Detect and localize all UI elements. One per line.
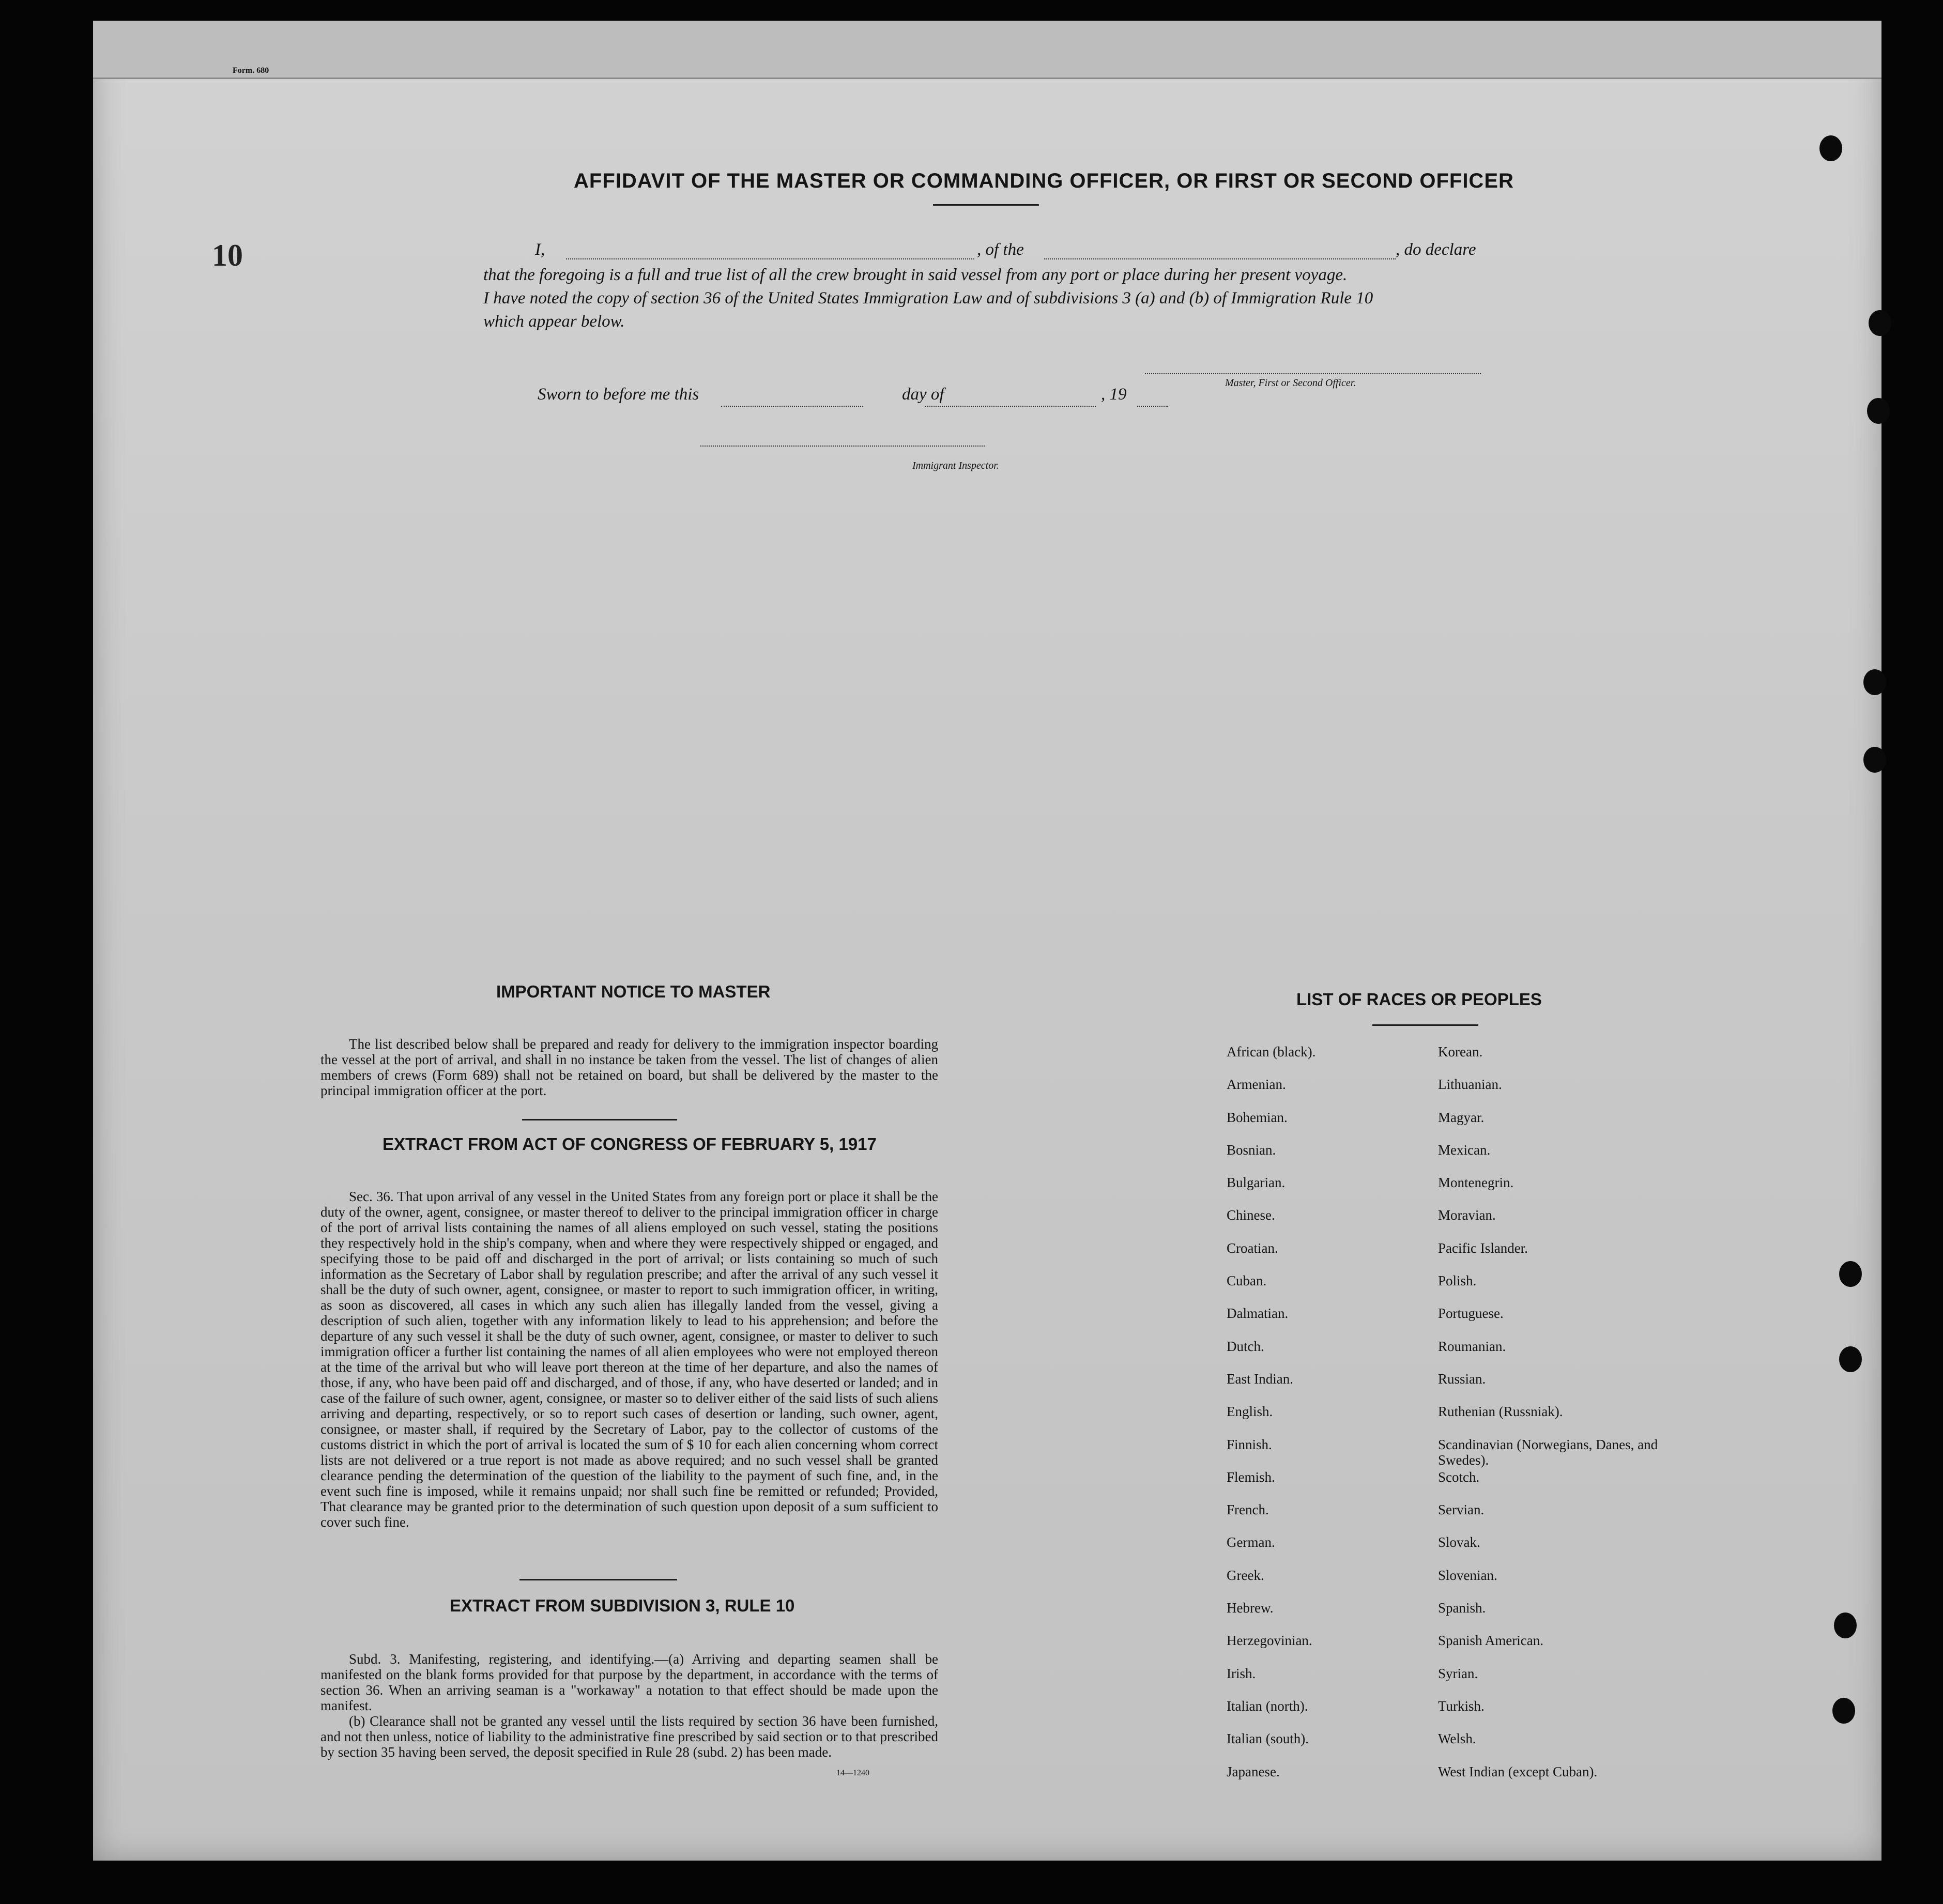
binder-hole [1863,747,1886,773]
race-item: Syrian. [1438,1665,1478,1681]
race-item: Roumanian. [1438,1338,1506,1354]
binder-hole [1839,1261,1862,1287]
sworn-text: Sworn to before me this [538,385,699,404]
races-right-column [1438,1044,1681,1796]
bottom-print-code: 14—1240 [836,1769,869,1777]
affidavit-i: I, [535,240,545,259]
race-item: Bohemian. [1227,1109,1288,1125]
race-item: English. [1227,1404,1273,1420]
race-item: Finnish. [1227,1436,1272,1452]
race-item: Flemish. [1227,1469,1275,1485]
affidavit-body [483,264,1486,333]
notice-text: The list described below shall be prepared and ready for delivery to the immigration inspector boarding the vessel at the port of arrival, and shall in no instance be taken from the vessel. The list of changes of alien members of crews (Form 689) shall not be retained on board, but shall be delivered by the master to the principal immigration officer at the port. [320,1036,938,1098]
act-text: Sec. 36. That upon arrival of any vessel in the United States from any foreign port or place it shall be the duty of the owner, agent, consignee, or master thereof to deliver to the principal immigration officer in charge of the port of arrival lists containing the names of all aliens employed on such vessel, stating the positions they respectively hold in the ship's company, when and where they were respectively shipped or engaged, and specifying those to be paid off and discharged in the port of arrival; or lists containing so much of such information as the Secretary of Labor shall by regulation prescribe; and after the arrival of any such vessel it shall be the duty of such owner, agent, consignee, or master to report to such immigration officer, in writing, as soon as discovered, all cases in which any such alien has illegally landed from the vessel, giving a description of such alien, together with any information likely to lead to his apprehension; and before the departure of any such vessel it shall be the duty of such owner, agent, consignee, or master to deliver to such immigration officer a further list containing the names of all alien employees who were not employed thereon at the time of the arrival but who will leave port thereon at the time of her departure, and also the names of those, if any, who have been paid off and discharged, and of those, if any, who have deserted or landed; and in case of the failure of such owner, agent, consignee, or master so to deliver either of the said lists of such aliens arriving and departing, respectively, or so to report such cases of desertion or landing, such owner, agent, consignee, or master shall, if required by the Secretary of Labor, pay to the collector of customs of the customs district in which the port of arrival is located the sum of $ 10 for each alien concerning whom correct lists are not delivered or a true report is not made as above required; and no such vessel shall be granted clearance pending the determination of the question of the liability to the payment of such fine, and, in the event such fine is imposed, while it remains unpaid; nor shall such fine be remitted or refunded; Provided, That clearance may be granted prior to the determination of such question upon deposit of a sum sufficient to cover such fine. [320,1189,938,1530]
race-item: African (black). [1227,1044,1316,1060]
affidavit-title: AFFIDAVIT OF THE MASTER OR COMMANDING OFFICER, OR FIRST OR SECOND OFFICER [574,170,1514,192]
race-item: Servian. [1438,1502,1485,1518]
race-item: Mexican. [1438,1142,1491,1158]
race-item: Magyar. [1438,1109,1485,1125]
binder-hole [1867,398,1890,424]
act-section [320,1189,938,1530]
binder-hole [1832,1698,1855,1724]
races-underline [1372,1024,1478,1026]
race-item: Korean. [1438,1044,1483,1060]
race-item: Bosnian. [1227,1142,1276,1158]
sworn-month-field[interactable] [925,406,1096,407]
race-item: Scotch. [1438,1469,1480,1485]
inspector-signature-line[interactable] [700,446,985,447]
race-item: Greek. [1227,1567,1264,1583]
race-item: Pacific Islander. [1438,1240,1528,1256]
affidavit-declare: , do declare [1396,240,1476,259]
affidavit-of-the: , of the [977,240,1024,259]
race-item: Lithuanian. [1438,1077,1502,1093]
race-item: East Indian. [1227,1371,1293,1387]
rule-section [320,1651,938,1760]
race-item: Cuban. [1227,1273,1267,1289]
race-item: West Indian (except Cuban). [1438,1763,1598,1779]
binder-hole [1863,669,1886,695]
form-number: Form. 680 [233,66,269,75]
race-item: Dutch. [1227,1338,1264,1354]
race-item: Scandinavian (Norwegians, Danes, and Swedes). [1438,1436,1658,1468]
binder-hole [1839,1346,1862,1372]
race-item: Portuguese. [1438,1306,1504,1322]
race-item: Montenegrin. [1438,1175,1514,1191]
affidavit-line-4: which appear below. [483,312,625,331]
races-title: LIST OF RACES OR PEOPLES [1296,990,1542,1009]
master-signature-label: Master, First or Second Officer. [1225,377,1356,389]
race-item: Croatian. [1227,1240,1278,1256]
race-item: French. [1227,1502,1269,1518]
master-signature-line[interactable] [1145,373,1481,374]
race-item: Turkish. [1438,1698,1485,1714]
affidavit-line-3: I have noted the copy of section 36 of the United States Immigration Law and of subdivisions 3 (a) and (b) of Immigration Rule 10 [483,289,1373,308]
race-item: Slovak. [1438,1534,1480,1550]
title-underline [933,204,1039,206]
act-divider [519,1579,677,1580]
inspector-signature-label: Immigrant Inspector. [912,460,999,471]
race-item: Welsh. [1438,1731,1476,1747]
act-title: EXTRACT FROM ACT OF CONGRESS OF FEBRUARY 5, 1917 [383,1134,877,1154]
race-item: Irish. [1227,1665,1256,1681]
sworn-year-field[interactable] [1137,406,1168,407]
sworn-day-field[interactable] [721,406,863,407]
notice-section [320,1036,938,1098]
binder-hole [1834,1613,1857,1638]
page-top-edge [93,21,1881,79]
race-item: Slovenian. [1438,1567,1497,1583]
rule-text-a: Subd. 3. Manifesting, registering, and identifying.—(a) Arriving and departing seamen shall be manifested on the blank forms provided for that purpose by the department, in accordance with the terms of section 36. When an arriving seaman is a "workaway" a notation to that effect should be made upon the manifest. [320,1651,938,1713]
race-item: Ruthenian (Russniak). [1438,1404,1563,1420]
race-item: Chinese. [1227,1207,1275,1223]
affidavit-line-2: that the foregoing is a full and true list of all the crew brought in said vessel from any port or place during her present voyage. [483,266,1348,284]
race-item: Bulgarian. [1227,1175,1286,1191]
race-item: Dalmatian. [1227,1306,1289,1322]
race-item: Spanish American. [1438,1633,1543,1649]
rule-text-b: (b) Clearance shall not be granted any vessel until the lists required by section 36 have been furnished, and not then unless, notice of liability to the administrative fine prescribed by said section or to that prescribed by section 35 having been served, the deposit specified in Rule 28 (subd. 2) has been made. [320,1713,938,1760]
vessel-field[interactable] [1044,258,1396,259]
notice-divider [522,1119,677,1120]
race-item: Polish. [1438,1273,1477,1289]
race-item: German. [1227,1534,1275,1550]
race-item: Japanese. [1227,1763,1280,1779]
rule-title: EXTRACT FROM SUBDIVISION 3, RULE 10 [450,1596,795,1615]
race-item: Italian (north). [1227,1698,1308,1714]
race-item: Moravian. [1438,1207,1496,1223]
notice-title: IMPORTANT NOTICE TO MASTER [496,982,771,1001]
binder-hole [1819,135,1842,161]
race-item: Italian (south). [1227,1731,1309,1747]
margin-handwritten-mark: 10 [212,238,243,272]
race-item: Spanish. [1438,1600,1486,1616]
day-of-text: day of [902,385,944,404]
race-item: Russian. [1438,1371,1486,1387]
race-item: Herzegovinian. [1227,1633,1312,1649]
binder-hole [1869,310,1891,336]
race-item: Armenian. [1227,1077,1286,1093]
name-field[interactable] [566,258,974,259]
race-item: Hebrew. [1227,1600,1274,1616]
year-prefix: , 19 [1101,385,1127,404]
